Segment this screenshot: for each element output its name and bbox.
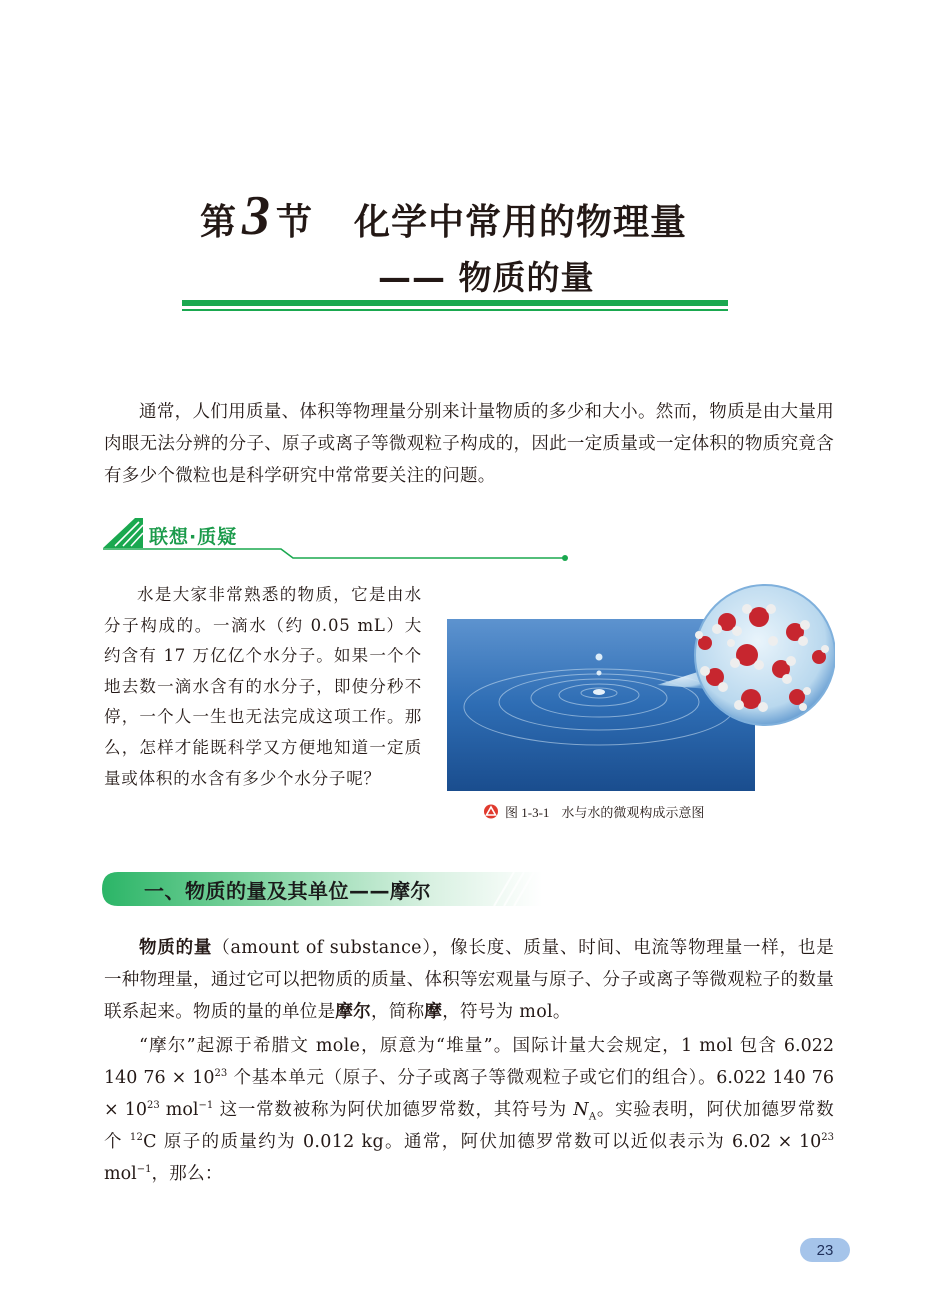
- figure-caption-text: 水与水的微观构成示意图: [561, 806, 705, 821]
- triangle-icon: [483, 804, 499, 819]
- avogadro-text-2: 个基本单元（原子、分子或离子等微观粒子或它们的组合）。: [227, 1068, 717, 1088]
- section-title: [200, 185, 688, 248]
- avogadro-text-6: ，那么：: [151, 1164, 223, 1184]
- term-amount-of-substance: 物质的量: [139, 938, 213, 958]
- term-mole-short: 摩: [424, 1002, 443, 1022]
- avogadro-symbol: N: [573, 1100, 589, 1120]
- avogadro-paragraph: [104, 1030, 834, 1190]
- section-heading: 一、物质的量及其单位——摩尔: [144, 879, 431, 903]
- definition-text-1: （amount of substance），像长度、质量、时间、电流等物理量一样，也是一种物理量，通过它可以把物质的质量、体积等宏观量与原子、分子或离子等微观粒子的数量联系起来。物质的量的单位是: [104, 938, 834, 1022]
- avogadro-symbol-sub: A: [588, 1111, 597, 1123]
- subsection-title: 联想·质疑: [149, 526, 238, 548]
- water-molecule-figure: [447, 577, 835, 795]
- page-number: 23: [800, 1238, 850, 1262]
- section-suffix: 节: [276, 202, 313, 243]
- chapter-subtitle: —— 物质的量: [378, 258, 595, 297]
- avogadro-constant-unit: 6.022 140 $76 \times 10^{23}$ mol$^{-1}$: [104, 1068, 835, 1120]
- section-number: 3: [242, 185, 271, 247]
- avogadro-approx: $6.02 \times 10^{23}$ mol$^{-1}$: [104, 1132, 834, 1184]
- definition-paragraph: [104, 932, 834, 1028]
- discussion-text: 水是大家非常熟悉的物质，它是由水分子构成的。一滴水（约 0.05 mL）大约含有 17 万亿亿个水分子。如果一个个地去数一滴水含有的水分子，即使分秒不停，一个人一生也无法完成这项工作。那么，怎样才能既科学又方便地知道一定质量或体积的水含有多少个水分子呢？: [104, 585, 422, 788]
- water-drop-illustration: [447, 577, 835, 795]
- section-prefix: 第: [200, 202, 237, 243]
- avogadro-text-4: 。实验表明，阿伏加德罗常数个: [104, 1100, 834, 1152]
- figure-label: 图 1-3-1: [505, 805, 550, 820]
- definition-text-3: ，符号为 mol。: [442, 1002, 571, 1022]
- avogadro-constant: 6.022 140 $76 \times 10^{23}$: [104, 1036, 834, 1088]
- avogadro-text-5: C 原子的质量约为 0.012 kg。通常，阿伏加德罗常数可以近似表示为: [143, 1132, 733, 1152]
- subsection-header: [103, 518, 573, 562]
- section-banner: [102, 872, 542, 906]
- term-mole: 摩尔: [335, 1002, 372, 1022]
- title-divider: [182, 300, 728, 312]
- avogadro-text-1: “摩尔”起源于希腊文 mole，原意为“堆量”。国际计量大会规定，1 mol 包含: [139, 1036, 784, 1056]
- definition-text-2: ，简称: [371, 1002, 425, 1022]
- chapter-main-title: 化学中常用的物理量: [354, 202, 688, 243]
- figure-caption: [483, 802, 704, 821]
- avogadro-text-3: 这一常数被称为阿伏加德罗常数，其符号为: [213, 1100, 574, 1120]
- intro-paragraph: 通常，人们用质量、体积等物理量分别来计量物质的多少和大小。然而，物质是由大量用肉眼无法分辨的分子、原子或离子等微观粒子构成的，因此一定质量或一定体积的物质究竟含有多少个微粒也是科学研究中常常要关注的问题。: [104, 402, 834, 486]
- carbon-12-sup: 12: [129, 1132, 144, 1144]
